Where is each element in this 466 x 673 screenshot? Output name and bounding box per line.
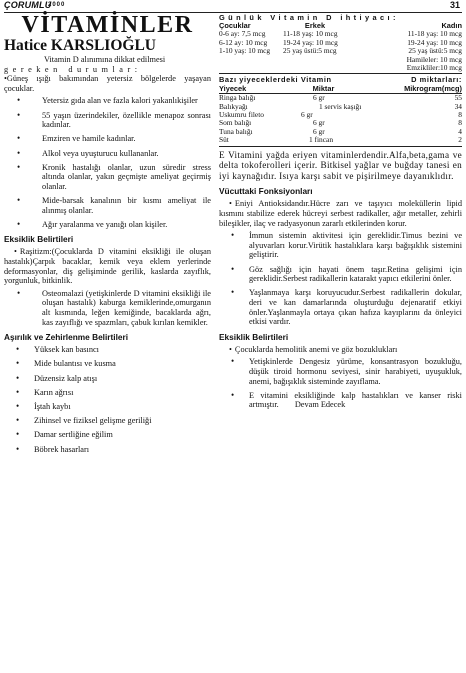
table-row: 1-10 yaş: 10 mcg 25 yaş üstü:5 mcg 25 yaş üstü:5 mcg bbox=[219, 46, 462, 56]
divider bbox=[219, 146, 462, 147]
list-item: • Karın ağrısı bbox=[16, 386, 74, 397]
list-item: • Yetersiz gıda alan ve fazla kalori yakanlıkişiler bbox=[17, 95, 198, 106]
page-number: 31 bbox=[449, 0, 460, 10]
list-item: • Göz sağlığı için hayati önem taşır.Retina gelişimi için gereklidir.Serbest radikallerin katarakt yapıcı etkilerini önler. bbox=[231, 263, 462, 284]
intro-text-a: Vitamin D alınımına dikkat edilmesi bbox=[44, 55, 166, 64]
list-item: • Damar sertliğine eğilim bbox=[16, 429, 113, 440]
list-item: • Böbrek hasarları bbox=[16, 443, 90, 454]
list-item: • Yüksek kan basıncı bbox=[16, 344, 99, 355]
e-deficiency-list bbox=[219, 357, 462, 410]
deficiency-heading: Eksiklik Belirtileri bbox=[4, 234, 74, 245]
food-table bbox=[219, 76, 462, 146]
intro-text-b: gereken durumlar: bbox=[4, 64, 142, 74]
article-title: VİTAMİNLER bbox=[21, 12, 194, 38]
daily-extra-1: Hamileler: 10 mcg bbox=[406, 54, 462, 64]
list-item: • Osteomalazi (yetişkinlerde D vitamini eksikliği ile oluşan hastalık) kaburga kemiklerinde,omurganın alt kısmında, leğen kemiğinde, bacaklarda ağrı, kas zayıflığı ve spazmları, çabuk kırılan kemikler. bbox=[17, 287, 211, 327]
list-item: • İştah kaybı bbox=[16, 400, 71, 411]
vitamin-e-intro: E Vitamini yağda eriyen vitaminlerdendir.Alfa,beta,gama ve delta tokoferolleri içerir. Bitkisel yağlar ve buğday tanesi en iyi kaynağıdır. Isıya karşı sabit ve pişirilmeye dayanıklıdır. bbox=[219, 149, 462, 181]
divider bbox=[219, 73, 462, 74]
left-column bbox=[4, 13, 211, 459]
magazine-logo: ÇORUMLU bbox=[4, 0, 52, 10]
table-row: Süt 1 fincan 2 bbox=[219, 135, 462, 145]
right-column bbox=[219, 13, 462, 415]
table-row: Tuna balığı 6 gr 4 bbox=[219, 126, 462, 136]
list-item: • 55 yaşın üzerindekiler, özellikle menapoz sonrası kadınlar. bbox=[17, 109, 211, 130]
list-item: • Alkol veya uyuşturucu kullananlar. bbox=[17, 147, 159, 158]
col-female: Kadın bbox=[441, 21, 462, 30]
list-item: • Zihinsel ve fiziksel gelişme geriliği bbox=[16, 415, 152, 426]
list-item: • Mide bulantısı ve kusma bbox=[16, 358, 116, 369]
article-author: Hatice KARSLIOĞLU bbox=[4, 37, 156, 54]
intro-text-c: •Güneş ışığı bakımından yetersiz bölgelerde yaşayan çocuklar. bbox=[4, 74, 211, 93]
table-row: 6-12 ay: 10 mcg 19-24 yaş: 10 mcg 19-24 yaş: 10 mcg bbox=[219, 37, 462, 47]
col-child: Çocuklar bbox=[219, 21, 251, 30]
issue-year: 2000 bbox=[48, 2, 66, 8]
deficiency-list bbox=[4, 289, 211, 327]
list-item: • Kronik hastalığı olanlar, uzun süredir stress altında olanlar, yakın geçmişte ameliyat geçirmiş olanlar. bbox=[17, 161, 211, 191]
risk-list bbox=[4, 96, 211, 229]
list-item: • Mide-barsak kanalının bir kısmı ameliyat ile alınmış olanlar. bbox=[17, 195, 211, 215]
list-item: • İmmun sistemin aktivitesi için gereklidir.Timus bezini ve alyuvarları korur.Virütik hastalıklara karşı bağışıklık sistemini geliştirir. bbox=[231, 230, 462, 260]
e-deficiency-heading: Eksiklik Belirtileri bbox=[219, 331, 289, 342]
list-item: • Emziren ve hamile kadınlar. bbox=[17, 133, 136, 144]
table-row: Uskumru fileto 6 gr 8 bbox=[219, 110, 462, 120]
functions-paragraph: • Eniyi Antioksidandır.Hücre zarı ve taşıyıcı moleküllerin lipid kısmını stabilize ederek hücreyi serbest radikaller, ağır metaller, zehirli bileşikler, ilaç ve radyasyonun zararlı etkilerinden korur. bbox=[219, 199, 462, 228]
deficiency-paragraph: • Raşitizm:(Çocuklarda D vitamini eksikliği ile oluşan hastalık)Çarpık bacaklar, kemik veya eklem yerlerinde deformasyonlar, diş gelişiminde gerilik, kaslarda zayıflık, yorgunluk, bitkinlik. bbox=[4, 247, 211, 285]
table-row: 0-6 ay: 7,5 mcg 11-18 yaş: 10 mcg 11-18 yaş: 10 mcg bbox=[219, 29, 462, 39]
food-table-header: Yiyecek Miktar Mikrogram(mcg) bbox=[219, 83, 462, 93]
e-deficiency-paragraph: • Çocuklarda hemolitik anemi ve göz bozuklukları bbox=[219, 345, 462, 355]
table-row: Ringa balığı 6 gr 55 bbox=[219, 93, 462, 103]
list-item: • E vitamini eksikliğinde kalp hastalıkları ve kanser riski artmıştır. Devam Edecek bbox=[231, 389, 462, 410]
continued-note: Devam Edecek bbox=[294, 400, 346, 410]
list-item: • Yaşlanmaya karşı koruyucudur.Serbest radikallerin dokular, deri ve kan damarlarında oluşturduğu dejenaratif etkiyi önler.Yaşlanmayla ortaya çıkan hafıza kayıplarını da önleyici etkisi vardır. bbox=[231, 287, 462, 327]
daily-table-title: Günlük Vitamin D ihtiyacı: bbox=[219, 13, 399, 22]
functions-heading: Vücuttaki Fonksiyonları bbox=[219, 186, 313, 197]
col-male: Erkek bbox=[304, 21, 326, 30]
overdose-heading: Aşırılık ve Zehirlenme Belirtileri bbox=[4, 332, 129, 343]
intro-paragraph bbox=[4, 55, 211, 74]
list-item: • Ağır yaralanma ve yanığı olan kişiler. bbox=[17, 218, 168, 229]
list-item: • Yetişkinlerde Dengesiz yürüme, konsantrasyon bozukluğu, düşük tiroid hormonu seviyesi, sinir harabiyeti, uyuşukluk, anemi, bağışıklık sisteminde zayıflama. bbox=[231, 356, 462, 386]
table-row: Balıkyağı 1 servis kaşığı 34 bbox=[219, 101, 462, 111]
list-item: • Düzensiz kalp atışı bbox=[16, 372, 98, 383]
food-table-title: Bazı yiyeceklerdeki Vitamin D miktarları: bbox=[219, 75, 462, 85]
table-row: Som balığı 6 gr 8 bbox=[219, 118, 462, 128]
daily-extra-2: Emzikliler:10 mcg bbox=[406, 63, 462, 73]
overdose-list bbox=[4, 345, 211, 454]
functions-list bbox=[219, 231, 462, 327]
